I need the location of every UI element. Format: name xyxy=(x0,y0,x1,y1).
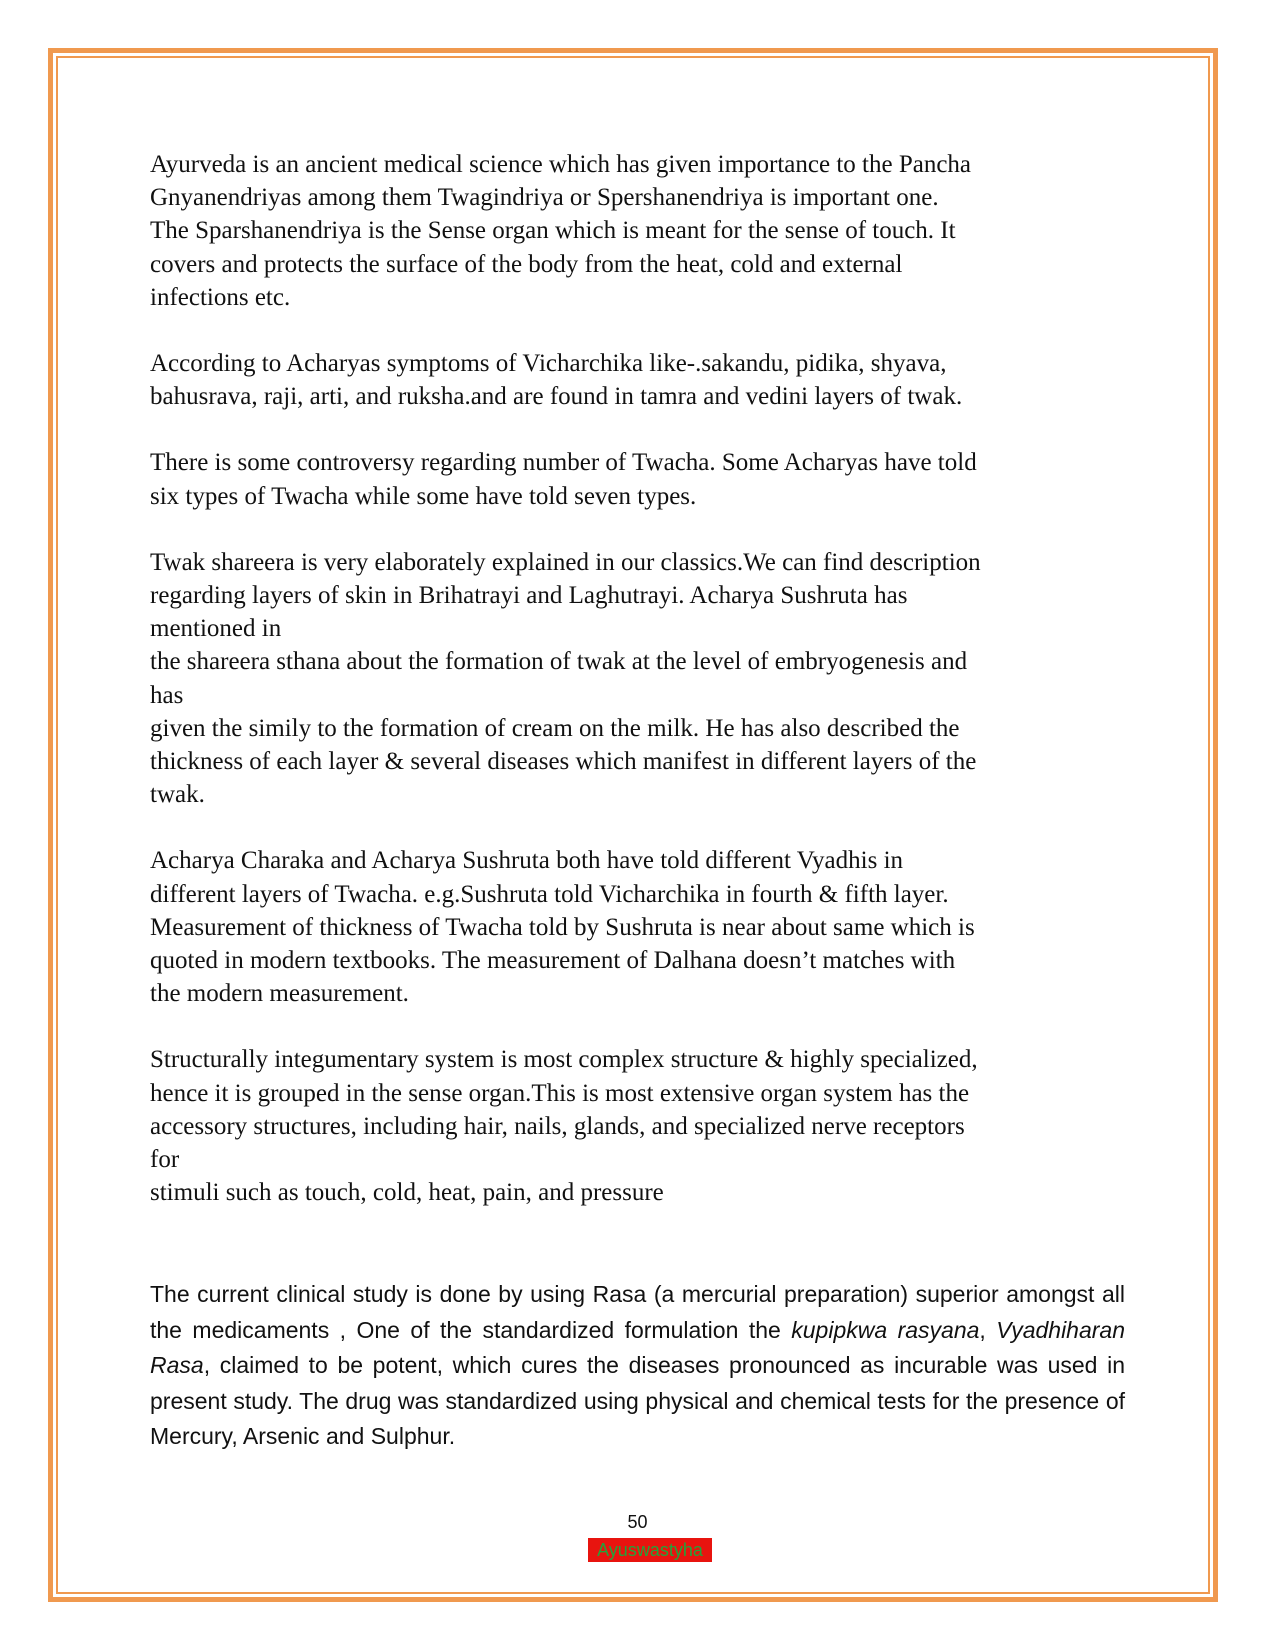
text-line: bahusrava, raji, arti, and ruksha.and are found in tamra and vedini layers of twak. xyxy=(150,383,963,411)
text-line: has xyxy=(150,681,184,709)
paragraph-3 xyxy=(150,446,1125,512)
text-line: accessory structures, including hair, nails, glands, and specialized nerve receptors xyxy=(150,1112,965,1140)
text-line: quoted in modern textbooks. The measurement of Dalhana doesn’t matches with xyxy=(150,947,956,975)
journal-badge: Ayuswastyha xyxy=(588,1538,712,1562)
text-line: Acharya Charaka and Acharya Sushruta both have told different Vyadhis in xyxy=(150,847,904,875)
text-line: regarding layers of skin in Brihatrayi and Laghutrayi. Acharya Sushruta has xyxy=(150,582,908,610)
text-line: Ayurveda is an ancient medical science which has given importance to the Pancha xyxy=(150,151,972,178)
text-line: mentioned in xyxy=(150,615,282,643)
text-segment: , xyxy=(979,1316,997,1343)
text-line: given the simily to the formation of cream on the milk. He has also described the xyxy=(150,714,960,742)
text-line: thickness of each layer & several diseases which manifest in different layers of the xyxy=(150,748,977,776)
paragraph-1 xyxy=(150,148,1125,314)
text-line: Measurement of thickness of Twacha told by Sushruta is near about same which is xyxy=(150,913,975,941)
text-line: the modern measurement. xyxy=(150,980,409,1008)
text-line: different layers of Twacha. e.g.Sushruta told Vicharchika in fourth & fifth layer. xyxy=(150,880,949,908)
text-segment: The current clinical study is done by using Rasa (a mercurial preparation) superior amongst all the medicaments , One of the standardized formulation the xyxy=(150,1281,1125,1343)
text-line: Twak shareera is very elaborately explained in our classics.We can find description xyxy=(150,548,981,576)
text-line: for xyxy=(150,1146,180,1174)
text-line: the shareera sthana about the formation of twak at the level of embryogenesis and xyxy=(150,648,968,676)
page-number: 50 xyxy=(627,1512,648,1532)
paragraph-6 xyxy=(150,1043,1125,1209)
paragraph-2 xyxy=(150,347,1125,413)
text-line: There is some controversy regarding number of Twacha. Some Acharyas have told xyxy=(150,449,977,477)
text-line: infections etc. xyxy=(150,283,291,311)
paragraph-clinical-study xyxy=(150,1277,1125,1455)
text-line: Structurally integumentary system is most complex structure & highly specialized, xyxy=(150,1046,978,1074)
text-line: covers and protects the surface of the body from the heat, cold and external xyxy=(150,250,903,278)
text-line: Gnyanendriyas among them Twagindriya or Spershanendriya is important one. xyxy=(150,184,939,212)
text-line: six types of Twacha while some have told seven types. xyxy=(150,482,697,510)
paragraph-4 xyxy=(150,546,1125,812)
italic-term: kupipkwa rasyana xyxy=(791,1316,980,1343)
text-line: twak. xyxy=(150,781,205,809)
document-body xyxy=(150,148,1125,1242)
text-segment: , claimed to be potent, which cures the diseases pronounced as incurable was used in present study. The drug was standardized using physical and chemical tests for the presence of Mercury, Arsenic and Sulphur. xyxy=(150,1352,1125,1449)
paragraph-5 xyxy=(150,844,1125,1010)
text-line: According to Acharyas symptoms of Vicharchika like-.sakandu, pidika, shyava, xyxy=(150,350,947,378)
text-line: stimuli such as touch, cold, heat, pain, and pressure xyxy=(150,1179,664,1207)
text-line: The Sparshanendriya is the Sense organ which is meant for the sense of touch. It xyxy=(150,217,956,245)
italic-term: Vyadhiharan Rasa xyxy=(150,1316,1126,1378)
text-line: hence it is grouped in the sense organ.This is most extensive organ system has the xyxy=(150,1079,970,1107)
